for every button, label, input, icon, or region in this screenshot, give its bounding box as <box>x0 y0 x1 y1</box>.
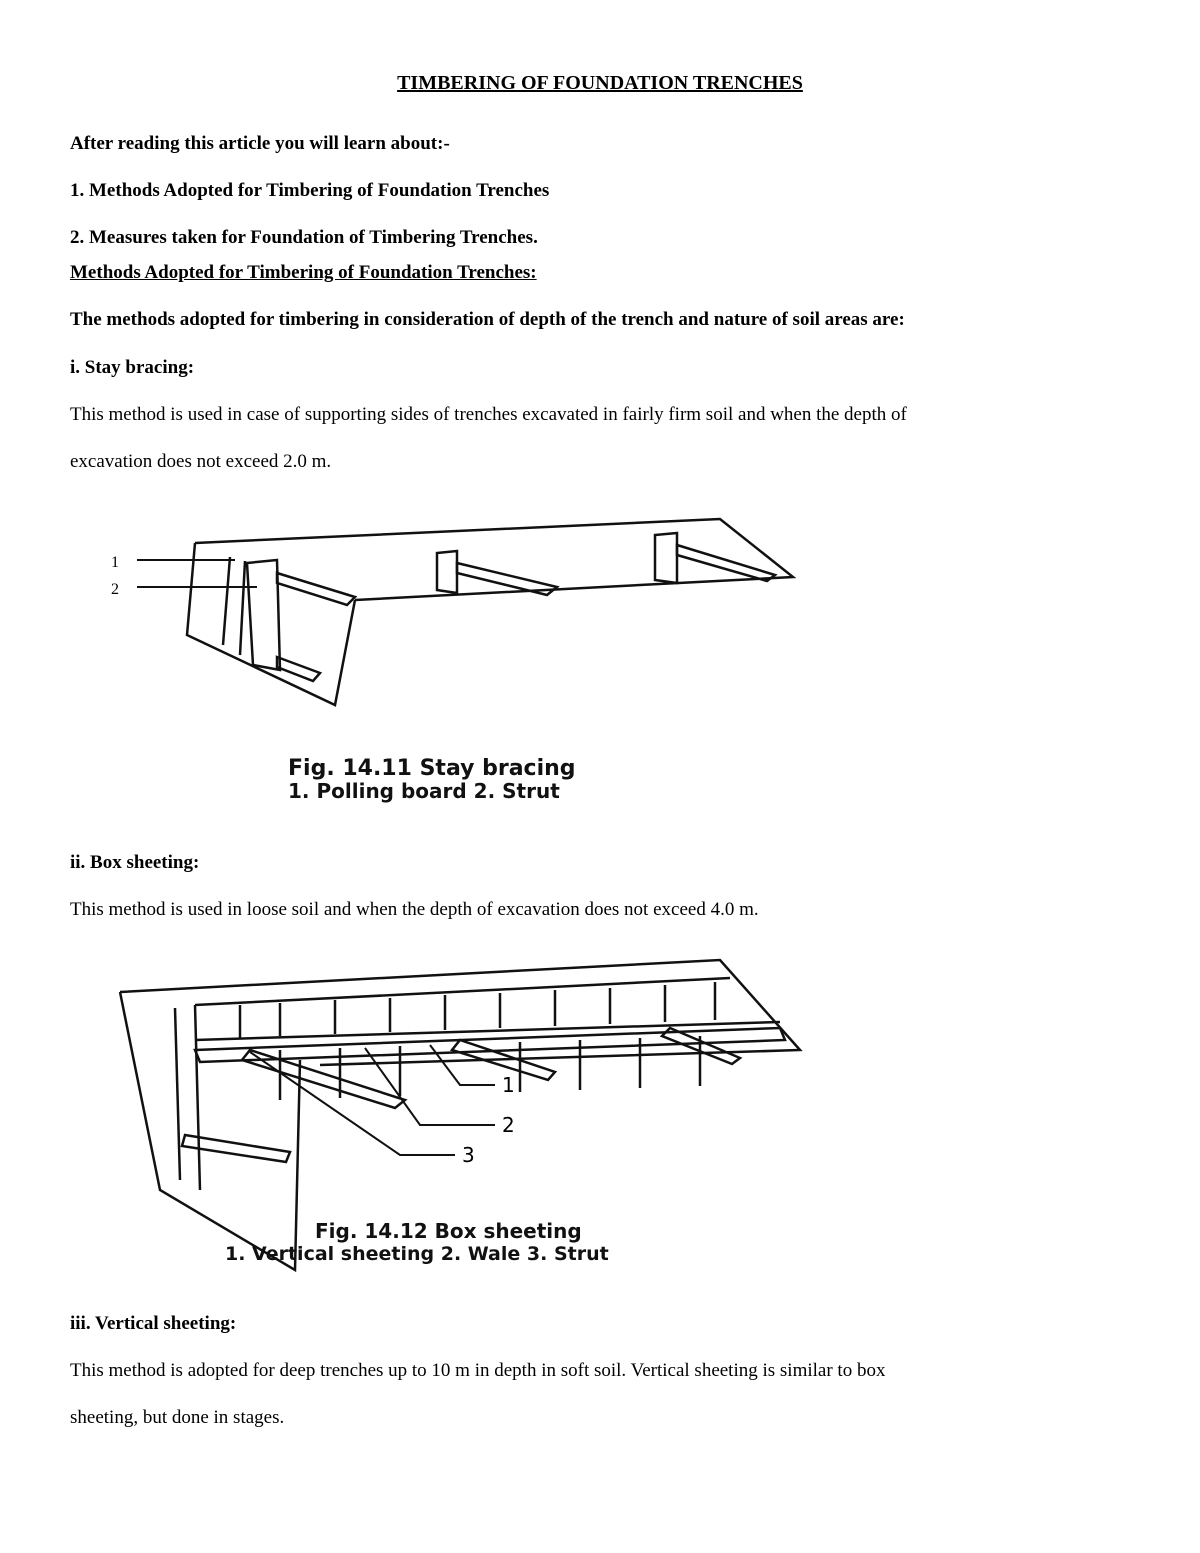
figure-label-3: 3 <box>462 1143 475 1167</box>
figure-caption: Fig. 14.12 Box sheeting <box>315 1219 582 1243</box>
intro-text: After reading this article you will learn about:- <box>70 133 450 154</box>
figure-label-1: 1 <box>111 554 119 571</box>
figure-legend: 1. Vertical sheeting 2. Wale 3. Strut <box>225 1243 609 1265</box>
method-3-heading: iii. Vertical sheeting: <box>70 1313 237 1334</box>
figure-label-2: 2 <box>111 581 119 598</box>
method-2-heading: ii. Box sheeting: <box>70 852 200 873</box>
method-1-text-line-2: excavation does not exceed 2.0 m. <box>70 451 332 472</box>
method-2-text-line-1: This method is used in loose soil and when the depth of excavation does not exceed 4.0 m. <box>70 899 759 920</box>
box-sheeting-figure <box>100 950 820 1280</box>
section-intro: The methods adopted for timbering in consideration of depth of the trench and nature of soil areas are: <box>70 309 905 330</box>
method-1-heading: i. Stay bracing: <box>70 357 195 378</box>
figure-caption: Fig. 14.11 Stay bracing <box>288 756 576 781</box>
topic-1: 1. Methods Adopted for Timbering of Foundation Trenches <box>70 180 550 201</box>
section-heading: Methods Adopted for Timbering of Foundation Trenches: <box>70 262 537 283</box>
document-title: TIMBERING OF FOUNDATION TRENCHES <box>397 72 803 94</box>
method-3-text-line-1: This method is adopted for deep trenches up to 10 m in depth in soft soil. Vertical sheeting is similar to box <box>70 1360 886 1381</box>
topic-2: 2. Measures taken for Foundation of Timbering Trenches. <box>70 227 538 248</box>
figure-label-1: 1 <box>502 1073 515 1097</box>
figure-label-2: 2 <box>502 1113 515 1137</box>
stay-bracing-figure <box>95 505 815 825</box>
method-1-text-line-1: This method is used in case of supporting sides of trenches excavated in fairly firm soil and when the depth of <box>70 404 907 425</box>
figure-legend: 1. Polling board 2. Strut <box>288 779 560 803</box>
method-3-text-line-2: sheeting, but done in stages. <box>70 1407 285 1428</box>
